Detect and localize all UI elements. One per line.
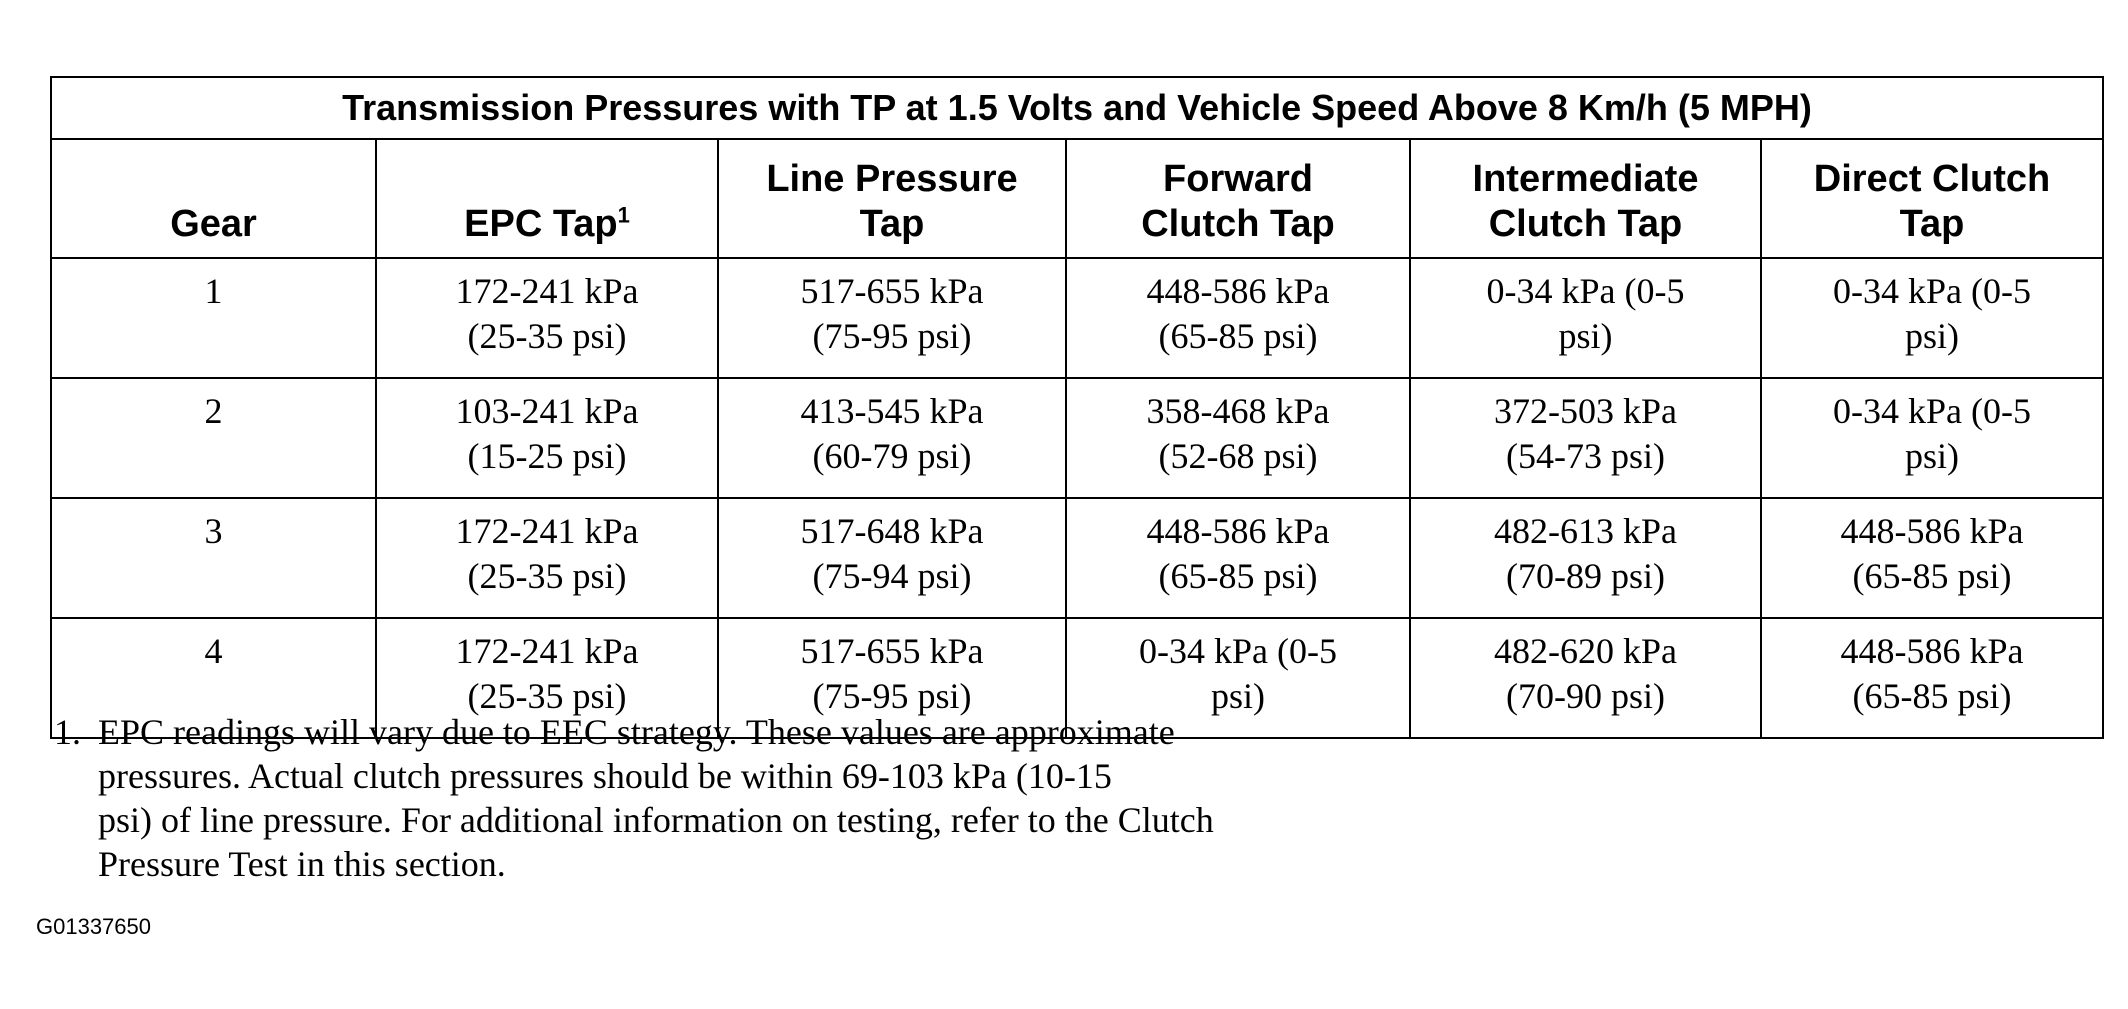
- column-header-line: Line Pressure: [766, 158, 1018, 200]
- table-row: [51, 378, 2103, 498]
- pressure-cell: [1410, 498, 1761, 618]
- cell-line: psi): [1558, 316, 1613, 356]
- cell-line: 413-545 kPa: [800, 391, 984, 431]
- cell-line: 0-34 kPa (0-5: [1833, 391, 2031, 431]
- cell-line: 358-468 kPa: [1146, 391, 1330, 431]
- cell-line: 172-241 kPa: [455, 511, 639, 551]
- column-header: [1410, 139, 1761, 258]
- gear-cell: [51, 498, 376, 618]
- cell-line: (54-73 psi): [1506, 436, 1665, 476]
- column-header: [51, 139, 376, 258]
- pressure-cell: [376, 378, 718, 498]
- cell-line: 103-241 kPa: [455, 391, 639, 431]
- gear-cell: [51, 378, 376, 498]
- cell-line: 4: [204, 631, 223, 671]
- cell-line: (65-85 psi): [1852, 556, 2012, 596]
- cell-line: (75-95 psi): [812, 316, 972, 356]
- cell-line: (52-68 psi): [1158, 436, 1318, 476]
- column-header-line: Clutch Tap: [1488, 203, 1683, 245]
- cell-line: (65-85 psi): [1852, 676, 2012, 716]
- cell-line: 172-241 kPa: [455, 631, 639, 671]
- cell-line: (15-25 psi): [467, 436, 627, 476]
- column-header: [1761, 139, 2103, 258]
- pressure-cell: [1410, 378, 1761, 498]
- cell-line: 0-34 kPa (0-5: [1486, 271, 1685, 311]
- column-header-line: Gear: [170, 203, 257, 245]
- column-header-line: Clutch Tap: [1141, 203, 1335, 245]
- cell-line: (75-94 psi): [812, 556, 972, 596]
- pressure-cell: [1410, 618, 1761, 738]
- cell-line: (25-35 psi): [467, 556, 627, 596]
- pressure-cell: [376, 498, 718, 618]
- gear-cell: [51, 258, 376, 378]
- cell-line: (25-35 psi): [467, 676, 627, 716]
- cell-line: 3: [204, 511, 223, 551]
- footnote-line: pressures. Actual clutch pressures should be within 69-103 kPa (10-15: [98, 756, 1112, 796]
- footnote-text: [98, 710, 1454, 886]
- pressure-cell: [718, 498, 1066, 618]
- table-title: Transmission Pressures with TP at 1.5 Volts and Vehicle Speed Above 8 Km/h (5 MPH): [51, 77, 2103, 139]
- cell-line: 1: [204, 271, 223, 311]
- cell-line: psi): [1905, 436, 1959, 476]
- column-header-line: Direct Clutch: [1813, 158, 2051, 200]
- image-id: G01337650: [36, 914, 151, 939]
- cell-line: 517-655 kPa: [800, 631, 984, 671]
- column-header: [718, 139, 1066, 258]
- pressure-cell: [1066, 258, 1410, 378]
- pressure-cell: [1410, 258, 1761, 378]
- pressure-cell: [1066, 498, 1410, 618]
- table-body: [51, 258, 2103, 738]
- cell-line: 448-586 kPa: [1146, 511, 1330, 551]
- cell-line: 482-620 kPa: [1494, 631, 1677, 671]
- column-header: [376, 139, 718, 258]
- footnote-line: EPC readings will vary due to EEC strategy. These values are approximate: [98, 712, 1175, 752]
- footnote: [54, 710, 1454, 886]
- column-header-line: Forward: [1163, 158, 1313, 200]
- pressure-cell: [1761, 258, 2103, 378]
- cell-line: 517-655 kPa: [800, 271, 984, 311]
- cell-line: (25-35 psi): [467, 316, 627, 356]
- cell-line: psi): [1211, 676, 1265, 716]
- column-header-line: Tap: [1899, 203, 1965, 245]
- pressure-cell: [718, 378, 1066, 498]
- cell-line: 482-613 kPa: [1494, 511, 1677, 551]
- cell-line: 448-586 kPa: [1840, 511, 2024, 551]
- footnote-number: 1.: [54, 712, 81, 752]
- column-header-line: Intermediate: [1472, 158, 1699, 200]
- cell-line: 2: [204, 391, 223, 431]
- cell-line: (65-85 psi): [1158, 556, 1318, 596]
- cell-line: 172-241 kPa: [455, 271, 639, 311]
- cell-line: 372-503 kPa: [1494, 391, 1677, 431]
- cell-line: 0-34 kPa (0-5: [1139, 631, 1337, 671]
- cell-line: (70-90 psi): [1506, 676, 1665, 716]
- footnote-marker: 1: [617, 202, 630, 228]
- pressure-cell: [718, 258, 1066, 378]
- title-row: [51, 77, 2103, 139]
- pressure-cell: [1761, 378, 2103, 498]
- cell-line: (70-89 psi): [1506, 556, 1665, 596]
- cell-line: (75-95 psi): [812, 676, 972, 716]
- cell-line: 0-34 kPa (0-5: [1833, 271, 2031, 311]
- table-row: [51, 258, 2103, 378]
- cell-line: 448-586 kPa: [1146, 271, 1330, 311]
- pressure-cell: [1066, 378, 1410, 498]
- header-row: [51, 139, 2103, 258]
- pressure-cell: [1761, 498, 2103, 618]
- cell-line: 448-586 kPa: [1840, 631, 2024, 671]
- column-header-line: Tap: [859, 203, 925, 245]
- pressure-cell: [376, 258, 718, 378]
- footnote-line: psi) of line pressure. For additional information on testing, refer to the Clutch: [98, 800, 1214, 840]
- column-header: [1066, 139, 1410, 258]
- footnote-line: Pressure Test in this section.: [98, 844, 506, 884]
- cell-line: 517-648 kPa: [800, 511, 984, 551]
- cell-line: (65-85 psi): [1158, 316, 1318, 356]
- table-row: [51, 498, 2103, 618]
- cell-line: (60-79 psi): [812, 436, 972, 476]
- pressure-cell: [1761, 618, 2103, 738]
- cell-line: psi): [1905, 316, 1959, 356]
- column-header-text: EPC Tap: [464, 203, 618, 245]
- pressure-table: [50, 76, 2104, 739]
- column-header-line: [377, 202, 717, 247]
